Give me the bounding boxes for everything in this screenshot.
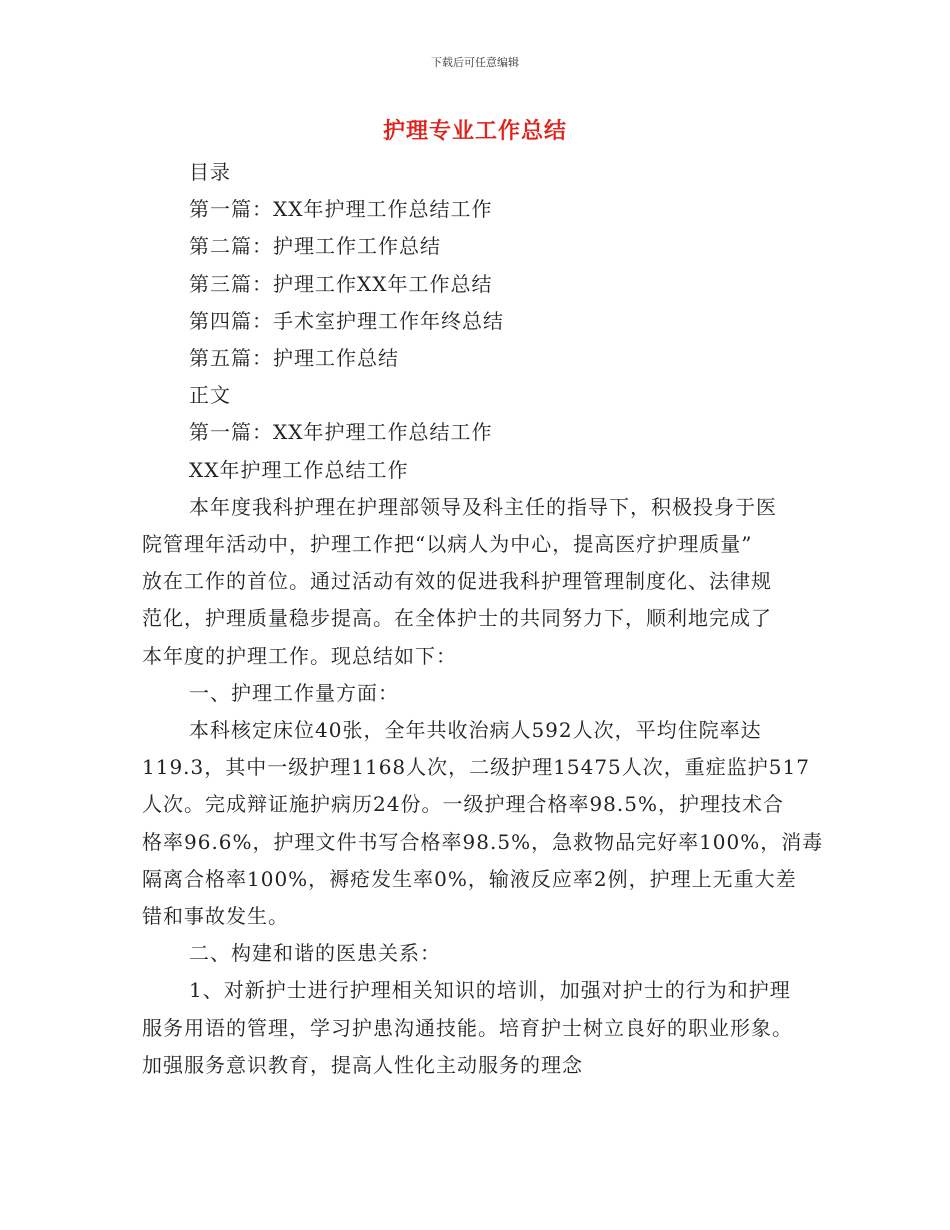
- section-heading: 二、构建和谐的医患关系：: [189, 941, 441, 966]
- paragraph-line: 范化，护理质量稳步提高。在全体护士的共同努力下，顺利地完成了: [142, 606, 772, 631]
- paragraph-line: 隔离合格率100%，褥疮发生率0%，输液反应率2例，护理上无重大差: [142, 866, 797, 891]
- part-title: 第一篇：XX年护理工作总结工作: [189, 420, 493, 445]
- paragraph-line: 本年度的护理工作。现总结如下：: [142, 643, 457, 668]
- paragraph-line: 加强服务意识教育，提高人性化主动服务的理念: [142, 1052, 583, 1077]
- paragraph-line: 格率96.6%，护理文件书写合格率98.5%，急救物品完好率100%，消毒: [142, 829, 824, 854]
- body-heading: 正文: [189, 383, 231, 408]
- toc-item: 第一篇：XX年护理工作总结工作: [189, 197, 493, 222]
- toc-item: 第二篇：护理工作工作总结: [189, 234, 441, 259]
- paragraph-line: 服务用语的管理，学习护患沟通技能。培育护士树立良好的职业形象。: [142, 1015, 793, 1040]
- header-note: 下载后可任意编辑: [431, 56, 519, 69]
- paragraph-line: 本年度我科护理在护理部领导及科主任的指导下，积极投身于医: [189, 494, 777, 519]
- paragraph-line: 院管理年活动中，护理工作把“以病人为中心，提高医疗护理质量”: [142, 532, 753, 557]
- document-body: [142, 154, 824, 1084]
- paragraph-line: 错和事故发生。: [142, 904, 289, 929]
- toc-item: 第三篇：护理工作XX年工作总结: [189, 271, 493, 296]
- part-subtitle: XX年护理工作总结工作: [189, 457, 409, 482]
- paragraph-line: 119.3，其中一级护理1168人次，二级护理15475人次，重症监护517: [142, 755, 810, 780]
- paragraph-line: 本科核定床位40张，全年共收治病人592人次，平均住院率达: [189, 718, 762, 743]
- toc-heading: 目录: [189, 160, 231, 184]
- toc-item: 第五篇：护理工作总结: [189, 346, 399, 371]
- paragraph-line: 放在工作的首位。通过活动有效的促进我科护理管理制度化、法律规: [142, 569, 772, 594]
- document-title: 护理专业工作总结: [382, 119, 567, 144]
- paragraph-line: 1、对新护士进行护理相关知识的培训，加强对护士的行为和护理: [189, 978, 791, 1003]
- paragraph-line: 人次。完成辩证施护病历24份。一级护理合格率98.5%，护理技术合: [142, 792, 784, 817]
- toc-item: 第四篇：手术室护理工作年终总结: [189, 308, 504, 333]
- section-heading: 一、护理工作量方面：: [189, 680, 399, 705]
